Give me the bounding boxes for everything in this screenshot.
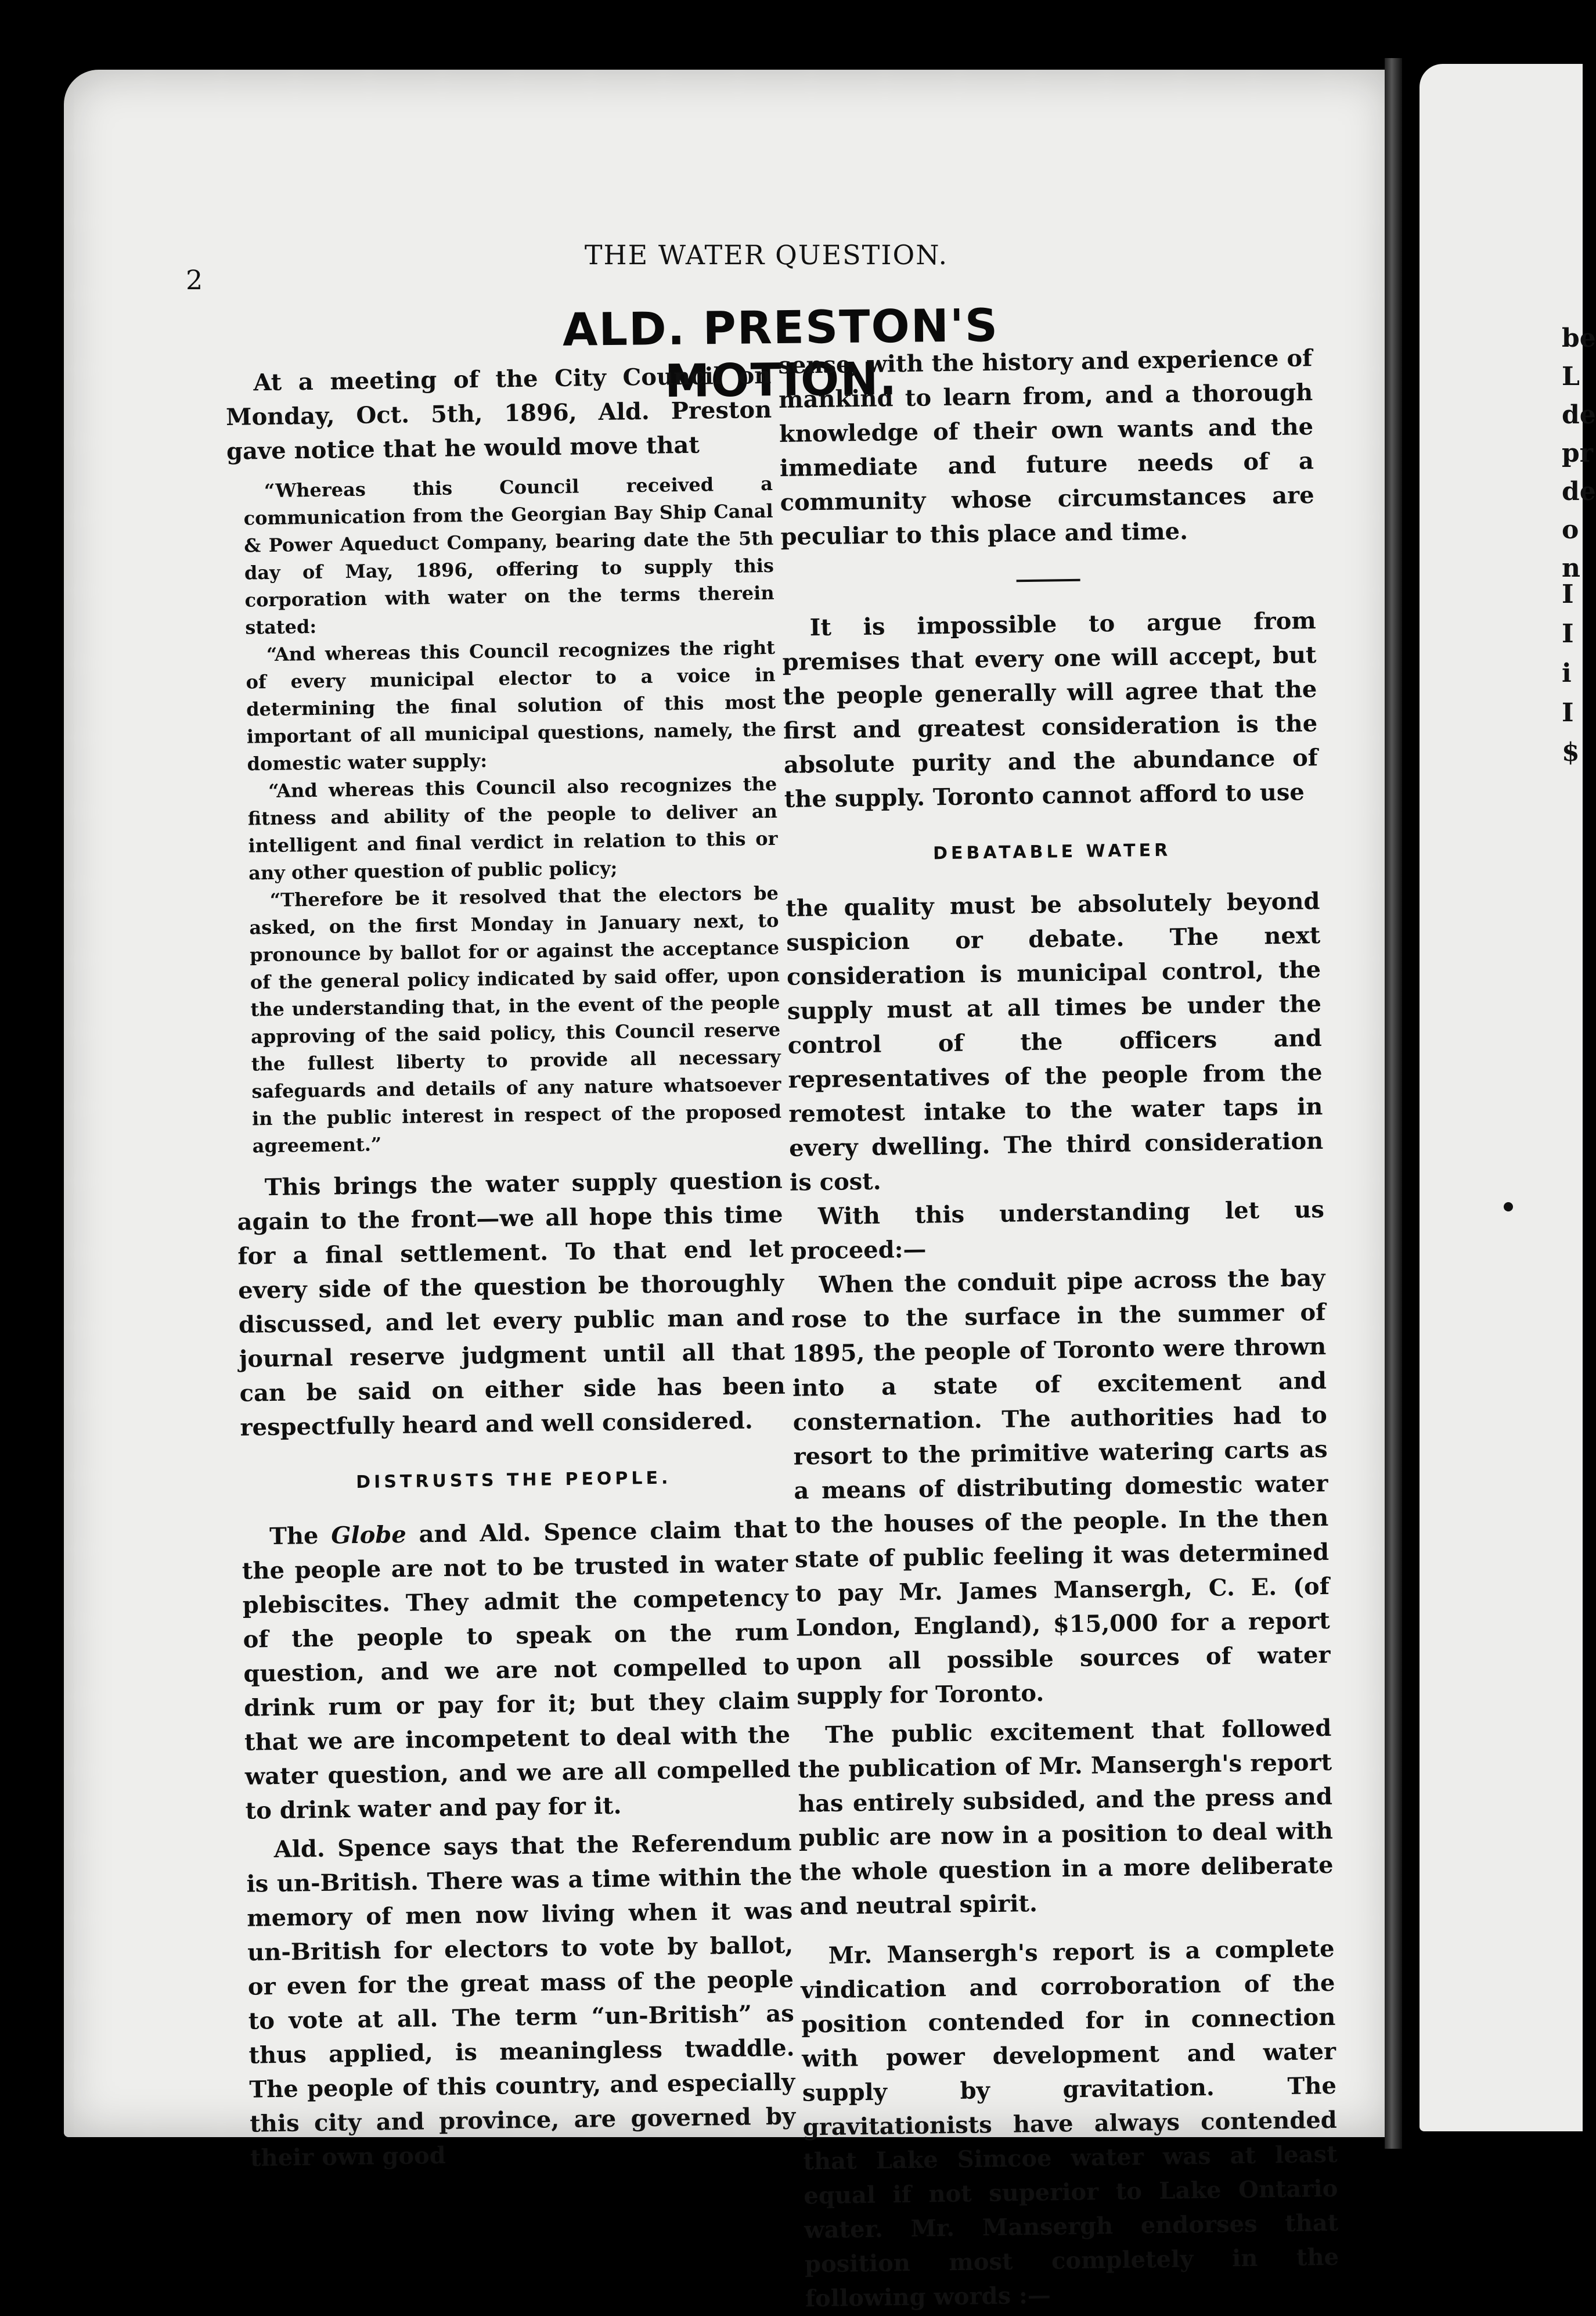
- running-head: THE WATER QUESTION.: [584, 239, 949, 271]
- paragraph-front: This brings the water supply question again to the front—we all hope this time for a final settlement. To that end let every side of the question be thoroughly discussed, and let every public man and journal reserve judgment until all that can be said on either side has been respectfully heard and well considered.: [237, 1166, 786, 1441]
- subhead-debatable-water: DEBATABLE WATER: [932, 840, 1172, 864]
- fragment: I: [1562, 619, 1574, 649]
- paragraph-spence: Ald. Spence says that the Referendum is un-British. There was a time within the memory of men now living when it was un-British for electors to vote by ballot, or even for the great mass of the people to vote at all. The term “un-British” as thus applied, is meaningless twaddle. The people of this country, and especially this city and province, are governed by their own good: [246, 1828, 796, 2172]
- paragraph-sense: sense, with the history and experience of mankind to learn from, and a thorough knowledge of their own wants and the immediate and future needs of a community whose circumstances are peculiar to this place and time.: [778, 344, 1314, 551]
- left-column: [225, 358, 796, 2175]
- paragraph-proceed: With this understanding let us proceed:—: [790, 1196, 1325, 1265]
- next-page-fragments-top: [1562, 319, 1596, 588]
- paragraph-excitement: The public excitement that followed the publication of Mr. Mansergh's report has entirely subsided, and the press and public are now in a position to deal with the whole question in a more deliberate and neutral spirit.: [797, 1714, 1334, 1921]
- intro-paragraph: At a meeting of the City Council on Monday, Oct. 5th, 1896, Ald. Preston gave notice that he would move that: [225, 361, 772, 465]
- paragraph-report: Mr. Mansergh's report is a complete vindication and corroboration of the position contended for in connection with power development and water supply by gravitation. The gravitationists have always contended that Lake Simcoe water was at least equal if not superior to Lake Ontario water. Mr. Mansergh endorses that position most completely in the following words :—: [801, 1934, 1339, 2313]
- paragraph-quality: the quality must be absolutely beyond suspicion or debate. The next consideration is municipal control, the supply must at all times be under the control of the officers and representatives of the people from the remotest intake to the water taps in every dwelling. The third consideration is cost.: [786, 887, 1324, 1196]
- ink-spot: [1504, 1202, 1513, 1211]
- fragment: I: [1562, 698, 1574, 728]
- resolution-quote: “Therefore be it resolved that the electors be asked, on the first Monday in January next, to pronounce by ballot for or against the acceptance of the general policy indicated by said offer, upon the understanding that, in the event of the people approving of the said policy, this Council reserve the fullest liberty to provide all necessary safeguards and details of any nature whatsoever in the public interest in respect of the proposed agreement.”: [249, 882, 782, 1157]
- globe-the: The: [269, 1522, 319, 1551]
- paragraph-premises: It is impossible to argue from premises that every one will accept, but the people generally will agree that the first and greatest consideration is the absolute purity and the abundance of the supply. Toronto cannot afford to use: [782, 607, 1318, 813]
- paragraph-conduit: When the conduit pipe across the bay rose to the surface in the summer of 1895, the people of Toronto were thrown into a state of excitement and consternation. The authorities had to resort to the primitive watering carts as a means of distributing domestic water to the houses of the people. In the then state of public feeling it was determined to pay Mr. James Mansergh, C. E. (of London, England), $15,000 for a report upon all possible sources of water supply for Toronto.: [791, 1264, 1331, 1710]
- fragment: L: [1562, 362, 1580, 391]
- fragment: i: [1562, 659, 1572, 688]
- resolution-quote: “And whereas this Council also recognizes the fitness and ability of the people to deliver an intelligent and final verdict in relation to this or any other question of public policy;: [247, 772, 778, 884]
- fragment: o: [1562, 515, 1579, 545]
- next-page-fragments-bottom: [1562, 575, 1580, 772]
- fragment: pr: [1562, 438, 1593, 468]
- globe-rest: and Ald. Spence claim that the people are not to be trusted in water plebiscites. They admit the competency of the people to speak on the rum question, and we are not compelled to drink rum or pay for it; but they claim that we are incompetent to deal with the water question, and we are all compelled to drink water and pay for it.: [242, 1515, 791, 1825]
- resolution-quote: “And whereas this Council recognizes the right of every municipal elector to a voice in determining the final solution of this most important of all municipal questions, namely, the domestic water supply:: [246, 636, 777, 775]
- fragment: de: [1562, 477, 1596, 506]
- page-edge-shadow: [1385, 58, 1402, 2149]
- next-page-sheet: [1420, 64, 1596, 2131]
- fragment: I: [1562, 580, 1574, 609]
- globe-italic: Globe: [330, 1520, 407, 1549]
- fragment: $: [1562, 738, 1580, 767]
- right-column: [778, 341, 1339, 2316]
- fragment: be: [1562, 323, 1596, 353]
- paragraph-globe: [242, 1512, 791, 1828]
- section-rule: [1017, 579, 1080, 582]
- headline: ALD. PRESTON'S MOTION.: [562, 300, 999, 408]
- page-number: 2: [186, 264, 203, 296]
- fragment: n: [1562, 553, 1580, 583]
- resolution-quote: “Whereas this Council received a communication from the Georgian Bay Ship Canal & Power Aqueduct Company, bearing date the 5th day of May, 1896, offering to supply this corporation with water on the terms therein stated:: [243, 472, 774, 639]
- subhead-distrusts-the-people: DISTRUSTS THE PEOPLE.: [356, 1468, 672, 1493]
- fragment: de: [1562, 400, 1596, 430]
